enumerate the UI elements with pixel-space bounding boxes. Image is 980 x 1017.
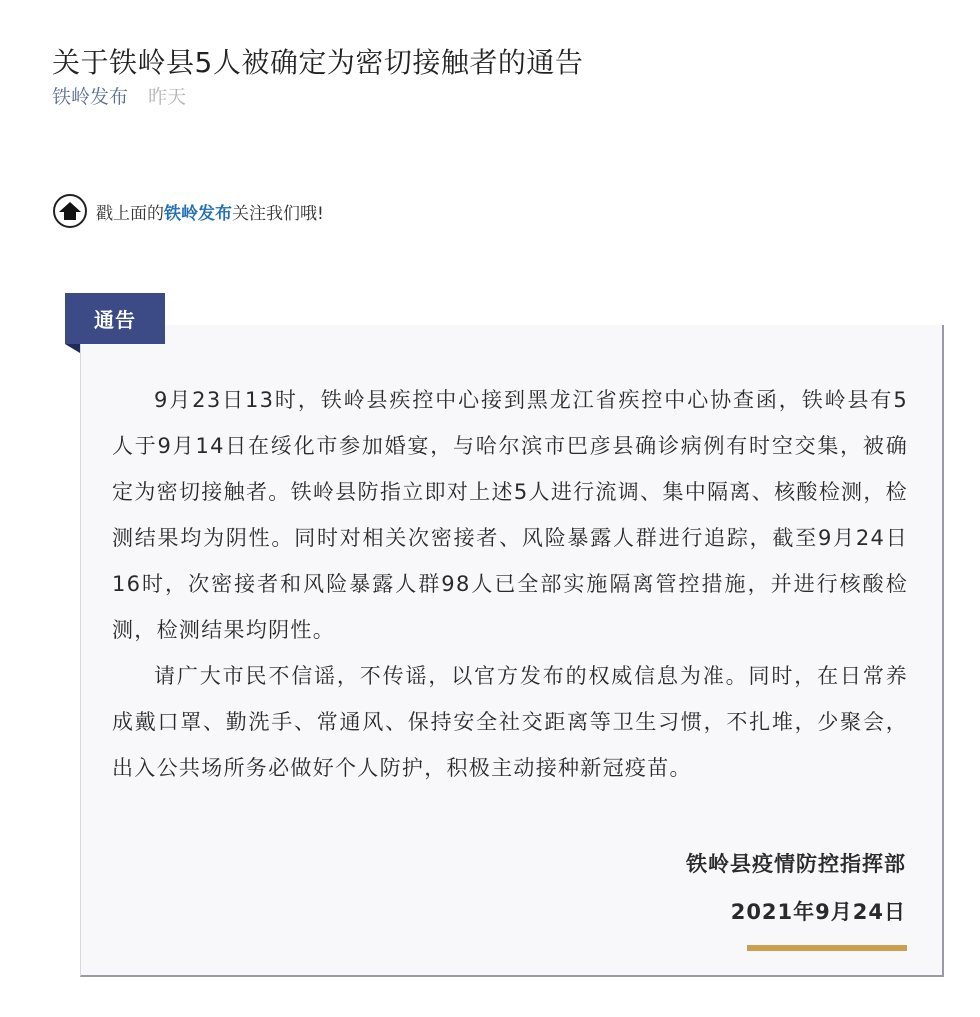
arrow-up-circle-icon: [52, 193, 88, 229]
notice-paragraph: 9月23日13时，铁岭县疾控中心接到黑龙江省疾控中心协查函，铁岭县有5人于9月14日在绥化市参加婚宴，与哈尔滨市巴彦县确诊病例有时空交集，被确定为密切接触者。铁岭县防指立即对上述5人进行流调、集中隔离、核酸检测，检测结果均为阴性。同时对相关次密接者、风险暴露人群进行追踪，截至9月24日16时，次密接者和风险暴露人群98人已全部实施隔离管控措施，并进行核酸检测，检测结果均阴性。: [112, 388, 908, 642]
article-title: 关于铁岭县5人被确定为密切接触者的通告: [52, 45, 584, 79]
article-meta: [52, 82, 186, 109]
gold-divider: [747, 945, 907, 951]
notice-paragraph: 请广大市民不信谣，不传谣，以官方发布的权威信息为准。同时，在日常养成戴口罩、勤洗手、常通风、保持安全社交距离等卫生习惯，不扎堆，少聚会，出入公共场所务必做好个人防护，积极主动接种新冠疫苗。: [112, 664, 908, 780]
notice-body: [112, 377, 908, 791]
follow-prompt: [52, 193, 324, 229]
follow-account[interactable]: 铁岭发布: [164, 203, 232, 224]
notice-tag: 通告: [65, 293, 165, 344]
tag-fold: [65, 344, 80, 353]
follow-prefix: 戳上面的: [96, 203, 164, 224]
follow-suffix: 关注我们哦!: [232, 203, 324, 224]
notice-signature-block: [686, 840, 906, 936]
notice-signature: 铁岭县疫情防控指挥部: [686, 852, 906, 876]
account-name-link[interactable]: 铁岭发布: [52, 86, 129, 108]
publish-time: 昨天: [148, 86, 187, 108]
notice-date: 2021年9月24日: [730, 900, 906, 924]
